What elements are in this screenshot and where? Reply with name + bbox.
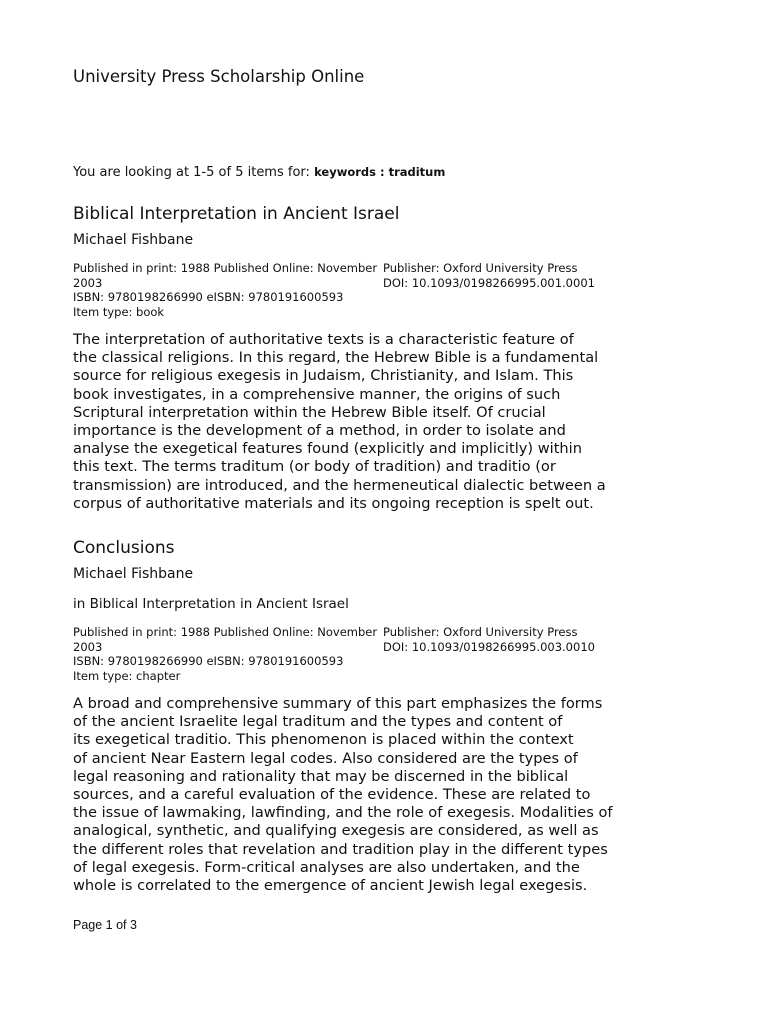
page-number: Page 1 of 3 (73, 918, 137, 932)
doi-info: DOI: 10.1093/0198266995.001.0001 (383, 275, 595, 290)
item-type: Item type: chapter (73, 668, 181, 683)
publisher-info: Publisher: Oxford University Press (383, 625, 578, 639)
item-metadata (73, 625, 713, 683)
results-prefix: You are looking at 1-5 of 5 items for: (73, 165, 310, 180)
publisher-info: Publisher: Oxford University Press (383, 261, 578, 275)
item-type: Item type: book (73, 304, 165, 319)
item-abstract: The interpretation of authoritative texts is a characteristic feature of the classical religions. In this regard, the Hebrew Bible is a fundamental source for religious exegesis in Judaism, Christianity, and Islam. This book investigates, in a comprehensive manner, the origins of such Scriptural interpretation within the Hebrew Bible itself. Of crucial importance is the development of a method, in order to isolate and analyse the exegetical features found (explicitly and implicitly) within this text. The terms traditum (or body of tradition) and traditio (or transmission) are introduced, and the hermeneutical dialectic between a corpus of authoritative materials and its ongoing reception is spelt out. (73, 331, 606, 512)
isbn-info: ISBN: 9780198266990 eISBN: 9780191600593 (73, 290, 344, 304)
isbn-info: ISBN: 9780198266990 eISBN: 9780191600593 (73, 654, 344, 668)
result-item-chapter (73, 537, 713, 895)
results-summary (73, 165, 445, 180)
site-title: University Press Scholarship Online (73, 67, 365, 86)
item-author: Michael Fishbane (73, 232, 194, 248)
item-metadata (73, 261, 713, 319)
item-abstract: A broad and comprehensive summary of this part emphasizes the forms of the ancient Israelite legal traditum and the types and content of its exegetical traditio. This phenomenon is placed within the context of ancient Near Eastern legal codes. Also considered are the types of legal reasoning and rationality that may be discerned in the biblical sources, and a careful evaluation of the evidence. These are related to the issue of lawmaking, lawfinding, and the role of exegesis. Modalities of analogical, synthetic, and qualifying exegesis are considered, as well as the different roles that revelation and tradition play in the different types of legal exegesis. Form-critical analyses are also undertaken, and the whole is correlated to the emergence of ancient Jewish legal exegesis. (73, 695, 613, 895)
published-info: Published in print: 1988 Published Online: November 2003 (73, 261, 378, 290)
item-title-link[interactable]: Conclusions (73, 538, 175, 558)
item-title-link[interactable]: Biblical Interpretation in Ancient Israel (73, 204, 400, 224)
search-query: keywords : traditum (314, 165, 446, 179)
published-info: Published in print: 1988 Published Online: November 2003 (73, 625, 378, 654)
result-item-book (73, 203, 713, 513)
doi-info: DOI: 10.1093/0198266995.003.0010 (383, 639, 595, 654)
item-in-book: in Biblical Interpretation in Ancient Israel (73, 596, 349, 612)
item-author: Michael Fishbane (73, 566, 194, 582)
